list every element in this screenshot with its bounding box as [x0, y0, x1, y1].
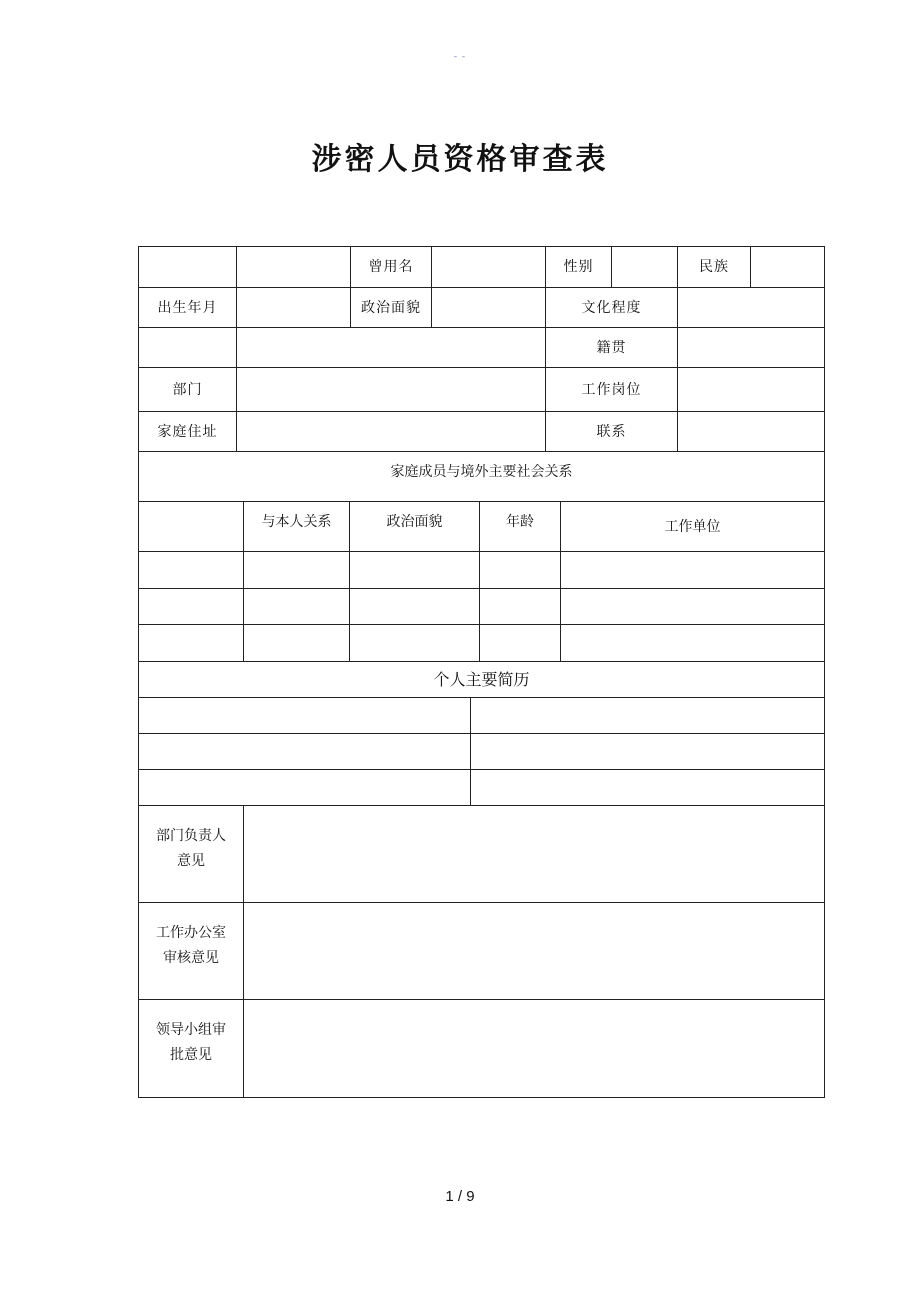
birth-date-label: 出生年月	[139, 288, 237, 328]
former-name-value-cell[interactable]	[432, 247, 546, 288]
leadership-approval-opinion-line2: 批意见	[170, 1047, 212, 1063]
family-cell[interactable]	[139, 552, 244, 589]
table-row	[139, 734, 825, 770]
opinions-table	[138, 805, 825, 1098]
history-cell[interactable]	[471, 698, 825, 734]
family-cell[interactable]	[480, 625, 561, 662]
family-col-age: 年龄	[480, 502, 561, 552]
family-cell[interactable]	[139, 625, 244, 662]
former-name-label: 曾用名	[351, 247, 432, 288]
family-cell[interactable]	[244, 552, 350, 589]
family-col-political-status: 政治面貌	[350, 502, 480, 552]
form-title: 涉密人员资格审查表	[311, 142, 609, 177]
history-cell[interactable]	[139, 698, 471, 734]
political-status-label: 政治面貌	[351, 288, 432, 328]
dept-head-opinion-label	[139, 806, 244, 903]
gender-label: 性别	[546, 247, 612, 288]
ethnicity-label: 民族	[678, 247, 751, 288]
personal-history-table	[138, 661, 825, 806]
table-row	[139, 770, 825, 806]
family-cell[interactable]	[561, 552, 825, 589]
education-label: 文化程度	[546, 288, 678, 328]
family-col-relation: 与本人关系	[244, 502, 350, 552]
blank-label-cell	[139, 328, 237, 368]
family-cell[interactable]	[244, 625, 350, 662]
office-review-opinion-line2: 审核意见	[163, 950, 219, 966]
office-review-opinion-line1: 工作办公室	[156, 925, 226, 941]
dept-head-opinion-line1: 部门负责人	[156, 828, 226, 844]
table-row	[139, 698, 825, 734]
family-col-member	[139, 502, 244, 552]
history-cell[interactable]	[139, 770, 471, 806]
history-section-title: 个人主要简历	[139, 662, 825, 698]
family-cell[interactable]	[350, 552, 480, 589]
page-number: 1 / 9	[445, 1188, 475, 1205]
family-cell[interactable]	[350, 625, 480, 662]
family-cell[interactable]	[139, 589, 244, 625]
table-row	[139, 552, 825, 589]
history-cell[interactable]	[471, 734, 825, 770]
name-value-cell[interactable]	[237, 247, 351, 288]
home-address-label: 家庭住址	[139, 412, 237, 452]
table-row	[139, 589, 825, 625]
native-place-value-cell[interactable]	[678, 328, 825, 368]
family-cell[interactable]	[480, 589, 561, 625]
family-cell[interactable]	[350, 589, 480, 625]
birth-date-value-cell[interactable]	[237, 288, 351, 328]
family-cell[interactable]	[561, 625, 825, 662]
job-position-label: 工作岗位	[546, 368, 678, 412]
ethnicity-value-cell[interactable]	[751, 247, 825, 288]
family-col-workplace: 工作单位	[561, 502, 825, 552]
office-review-opinion-label	[139, 903, 244, 1000]
gender-value-cell[interactable]	[612, 247, 678, 288]
job-position-value-cell[interactable]	[678, 368, 825, 412]
home-address-value-cell[interactable]	[237, 412, 546, 452]
department-value-cell[interactable]	[237, 368, 546, 412]
dept-head-opinion-field[interactable]	[244, 806, 825, 903]
office-review-opinion-field[interactable]	[244, 903, 825, 1000]
leadership-approval-opinion-field[interactable]	[244, 1000, 825, 1098]
family-cell[interactable]	[561, 589, 825, 625]
table-row	[139, 625, 825, 662]
basic-info-table	[138, 246, 825, 452]
department-label: 部门	[139, 368, 237, 412]
header-mark: - -	[453, 52, 467, 62]
contact-value-cell[interactable]	[678, 412, 825, 452]
dept-head-opinion-line2: 意见	[177, 853, 205, 869]
history-cell[interactable]	[471, 770, 825, 806]
political-status-value-cell[interactable]	[432, 288, 546, 328]
form-grid	[138, 246, 824, 1098]
education-value-cell[interactable]	[678, 288, 825, 328]
native-place-label: 籍贯	[546, 328, 678, 368]
history-cell[interactable]	[139, 734, 471, 770]
family-section-title: 家庭成员与境外主要社会关系	[139, 452, 825, 502]
family-cell[interactable]	[244, 589, 350, 625]
name-label-cell	[139, 247, 237, 288]
leadership-approval-opinion-line1: 领导小组审	[156, 1022, 226, 1038]
blank-value-cell[interactable]	[237, 328, 546, 368]
leadership-approval-opinion-label	[139, 1000, 244, 1098]
family-relations-table	[138, 451, 825, 662]
contact-label: 联系	[546, 412, 678, 452]
family-cell[interactable]	[480, 552, 561, 589]
